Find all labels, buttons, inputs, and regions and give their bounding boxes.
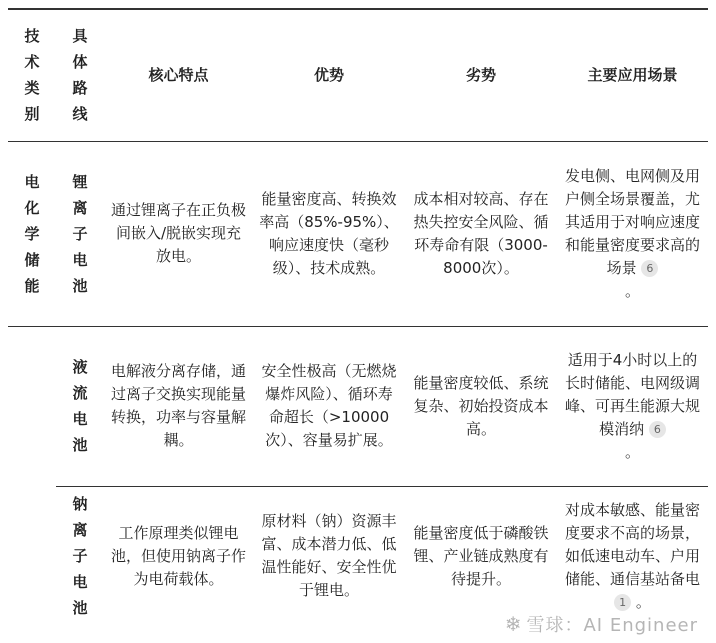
watermark [505,611,698,637]
applications-tail: 。 [624,442,640,461]
category-cell-empty [8,486,56,626]
route-cell: 液流电池 [56,326,104,486]
core-cell: 电解液分离存储，通过离子交换实现能量转换，功率与容量解耦。 [104,326,253,486]
route-cell: 锂离子电池 [72,172,88,295]
table-row [8,486,708,626]
applications-cell [557,486,708,626]
route-cell: 钠离子电池 [56,486,104,626]
applications-text: 对成本敏感、能量密度要求不高的场景，如低速电动车、户用储能、通信基站备电 [564,500,700,588]
snowball-logo-icon: ❄ [504,612,523,636]
applications-text: 适用于4小时以上的长时储能、电网级调峰、可再生能源大规模消纳 [564,350,700,438]
category-cell: 电化学储能 [24,172,40,295]
applications-tail: 。 [624,281,640,300]
header-category: 技术类别 [24,27,40,124]
category-cell-empty [8,326,56,486]
watermark-text: 雪球：AI Engineer [526,615,698,636]
applications-cell [557,141,708,326]
header-route: 具体路线 [72,27,88,124]
applications-cell [557,326,708,486]
citation-badge[interactable]: 1 [614,594,631,611]
storage-technology-table [8,8,708,626]
header-row [8,9,708,141]
table-row [8,141,708,326]
header-core: 核心特点 [148,65,209,84]
citation-badge[interactable]: 6 [641,260,658,277]
citation-badge[interactable]: 6 [649,421,666,438]
disadvantages-cell: 能量密度低于磷酸铁锂、产业链成熟度有待提升。 [405,486,557,626]
header-advantages: 优势 [313,65,344,84]
header-applications: 主要应用场景 [587,65,678,84]
advantages-cell: 原材料（钠）资源丰富、成本潜力低、低温性能好、安全性优于锂电。 [253,486,405,626]
advantages-cell: 能量密度高、转换效率高（85%-95%）、响应速度快（毫秒级）、技术成熟。 [259,189,399,277]
disadvantages-cell: 能量密度较低、系统复杂、初始投资成本高。 [405,326,557,486]
header-disadvantages: 劣势 [465,65,496,84]
table-row [8,326,708,486]
disadvantages-cell: 成本相对较高、存在热失控安全风险、循环寿命有限（3000-8000次）。 [413,189,549,277]
core-cell: 工作原理类似锂电池，但使用钠离子作为电荷载体。 [104,486,253,626]
applications-tail: 。 [635,592,651,611]
core-cell: 通过锂离子在正负极间嵌入/脱嵌实现充放电。 [110,201,246,265]
advantages-cell: 安全性极高（无燃烧爆炸风险）、循环寿命超长（>10000次）、容量易扩展。 [253,326,405,486]
applications-text: 发电侧、电网侧及用户侧全场景覆盖，尤其适用于对响应速度和能量密度要求高的场景 [564,166,700,277]
